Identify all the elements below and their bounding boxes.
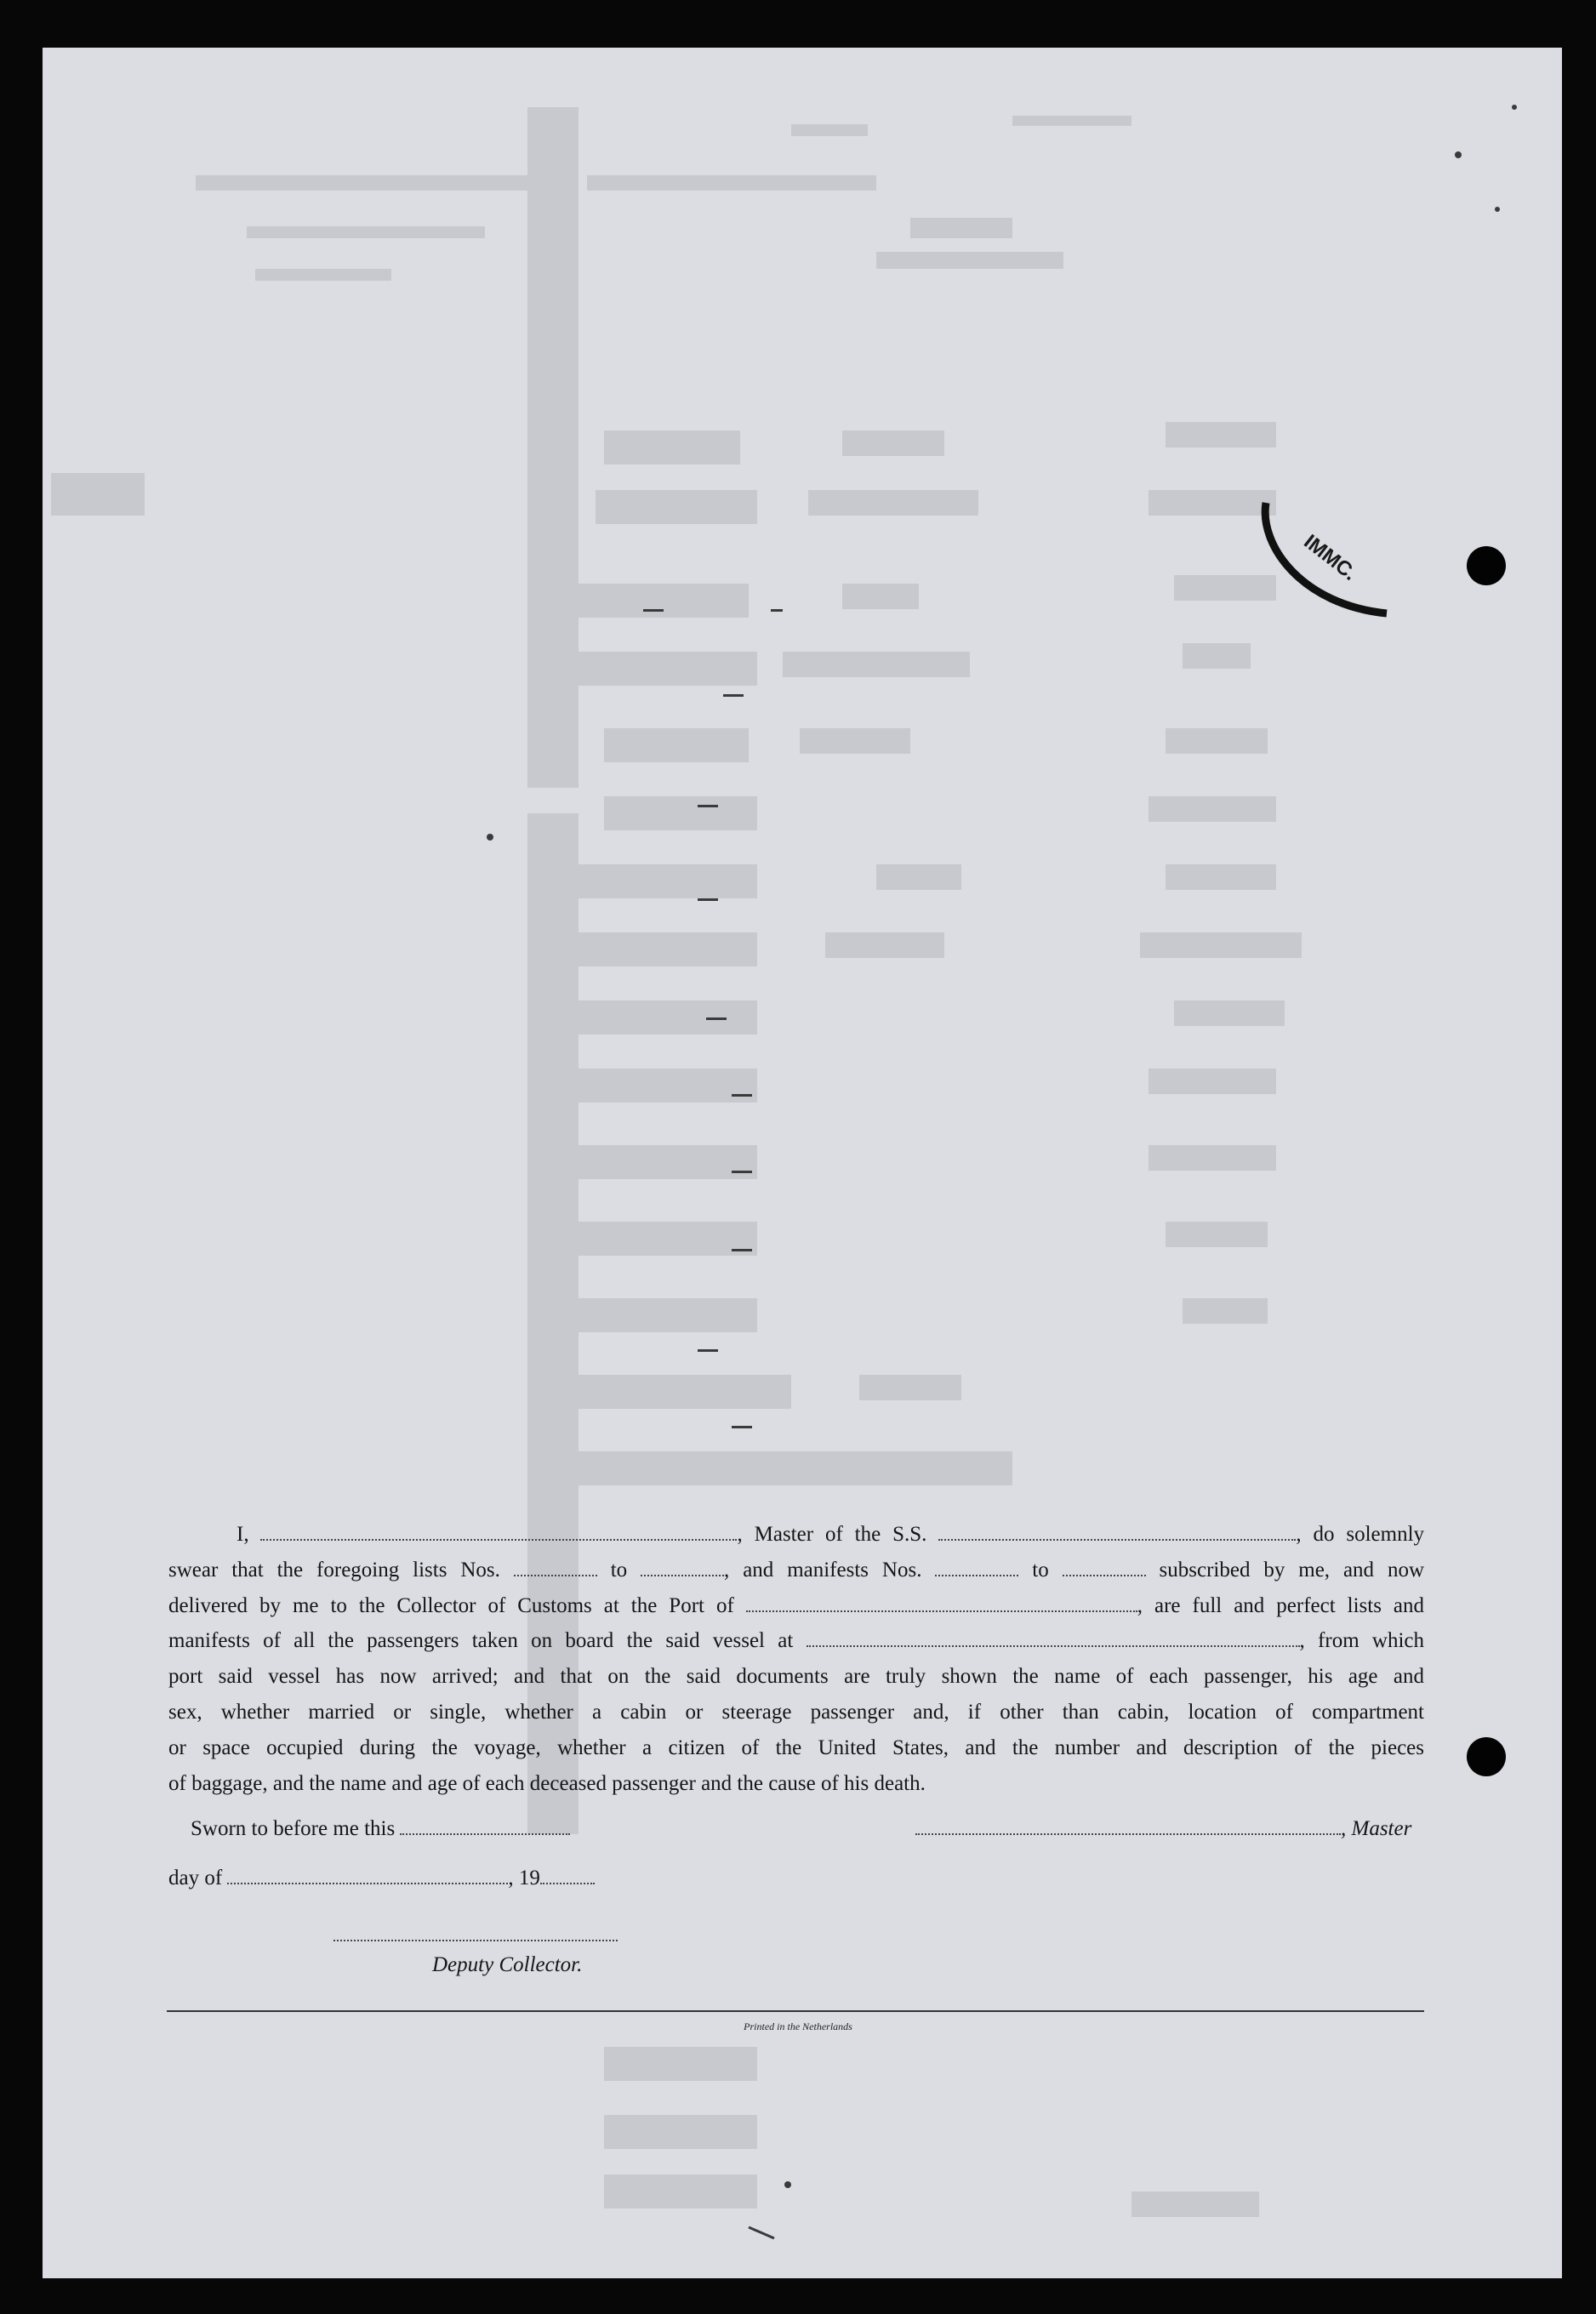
oath-text: , do solemnly [1296, 1523, 1425, 1546]
port-field[interactable] [746, 1594, 1137, 1612]
punch-hole-upper [1467, 546, 1506, 585]
year-prefix: , 19 [508, 1867, 540, 1889]
footer-rule [167, 2010, 1424, 2012]
manifest-no-to-field[interactable] [1063, 1559, 1146, 1576]
printed-note: Printed in the Netherlands [744, 2020, 852, 2032]
oath-text: of baggage, and the name and age of each deceased passenger and the cause of his death. [168, 1771, 926, 1795]
bleed-through-marks [43, 48, 1562, 2278]
oath-text: sex, whether married or single, whether a cabin or steerage passenger and, if other than cabin, location of compartment [168, 1700, 1424, 1724]
oath-text: swear that the foregoing lists Nos. [168, 1558, 500, 1582]
oath-text: delivered by me to the Collector of Customs at the Port of [168, 1593, 734, 1617]
ship-name-field[interactable] [938, 1523, 1296, 1541]
sworn-label: Sworn to before me this [191, 1817, 396, 1840]
punch-hole-lower [1467, 1737, 1506, 1776]
month-field[interactable] [227, 1867, 508, 1884]
deputy-collector-label: Deputy Collector. [432, 1953, 583, 1976]
oath-paragraph [168, 1517, 1424, 1801]
master-signature-field[interactable] [915, 1817, 1341, 1835]
master-label: , Master [1341, 1817, 1412, 1840]
master-name-field[interactable] [260, 1523, 737, 1541]
oath-text: , Master of the S.S. [737, 1523, 927, 1546]
oath-text: , from which [1299, 1629, 1424, 1653]
oath-text: manifests of all the passengers taken on board the said vessel at [168, 1629, 794, 1653]
year-field[interactable] [540, 1867, 595, 1884]
oath-text: to [1032, 1558, 1049, 1582]
oath-text: to [610, 1558, 628, 1582]
immc-stamp: IMMC. [1299, 530, 1361, 585]
deputy-signature-field[interactable] [333, 1940, 618, 1941]
oath-text: I, [237, 1523, 249, 1546]
sworn-date-field[interactable] [400, 1817, 570, 1835]
departure-port-field[interactable] [807, 1630, 1300, 1648]
list-no-from-field[interactable] [514, 1559, 597, 1576]
list-no-to-field[interactable] [641, 1559, 724, 1576]
day-of-label: day of [168, 1867, 223, 1889]
manifest-no-from-field[interactable] [935, 1559, 1018, 1576]
oath-text: , are full and perfect lists and [1137, 1593, 1425, 1617]
oath-text: subscribed by me, and now [1159, 1558, 1425, 1582]
oath-text: , and manifests Nos. [724, 1558, 922, 1582]
oath-text: or space occupied during the voyage, whether a citizen of the United States, and the number and description of the pieces [168, 1736, 1424, 1759]
document-sheet [43, 48, 1562, 2278]
oath-text: port said vessel has now arrived; and that on the said documents are truly shown the name of each passenger, his age and [168, 1665, 1424, 1689]
